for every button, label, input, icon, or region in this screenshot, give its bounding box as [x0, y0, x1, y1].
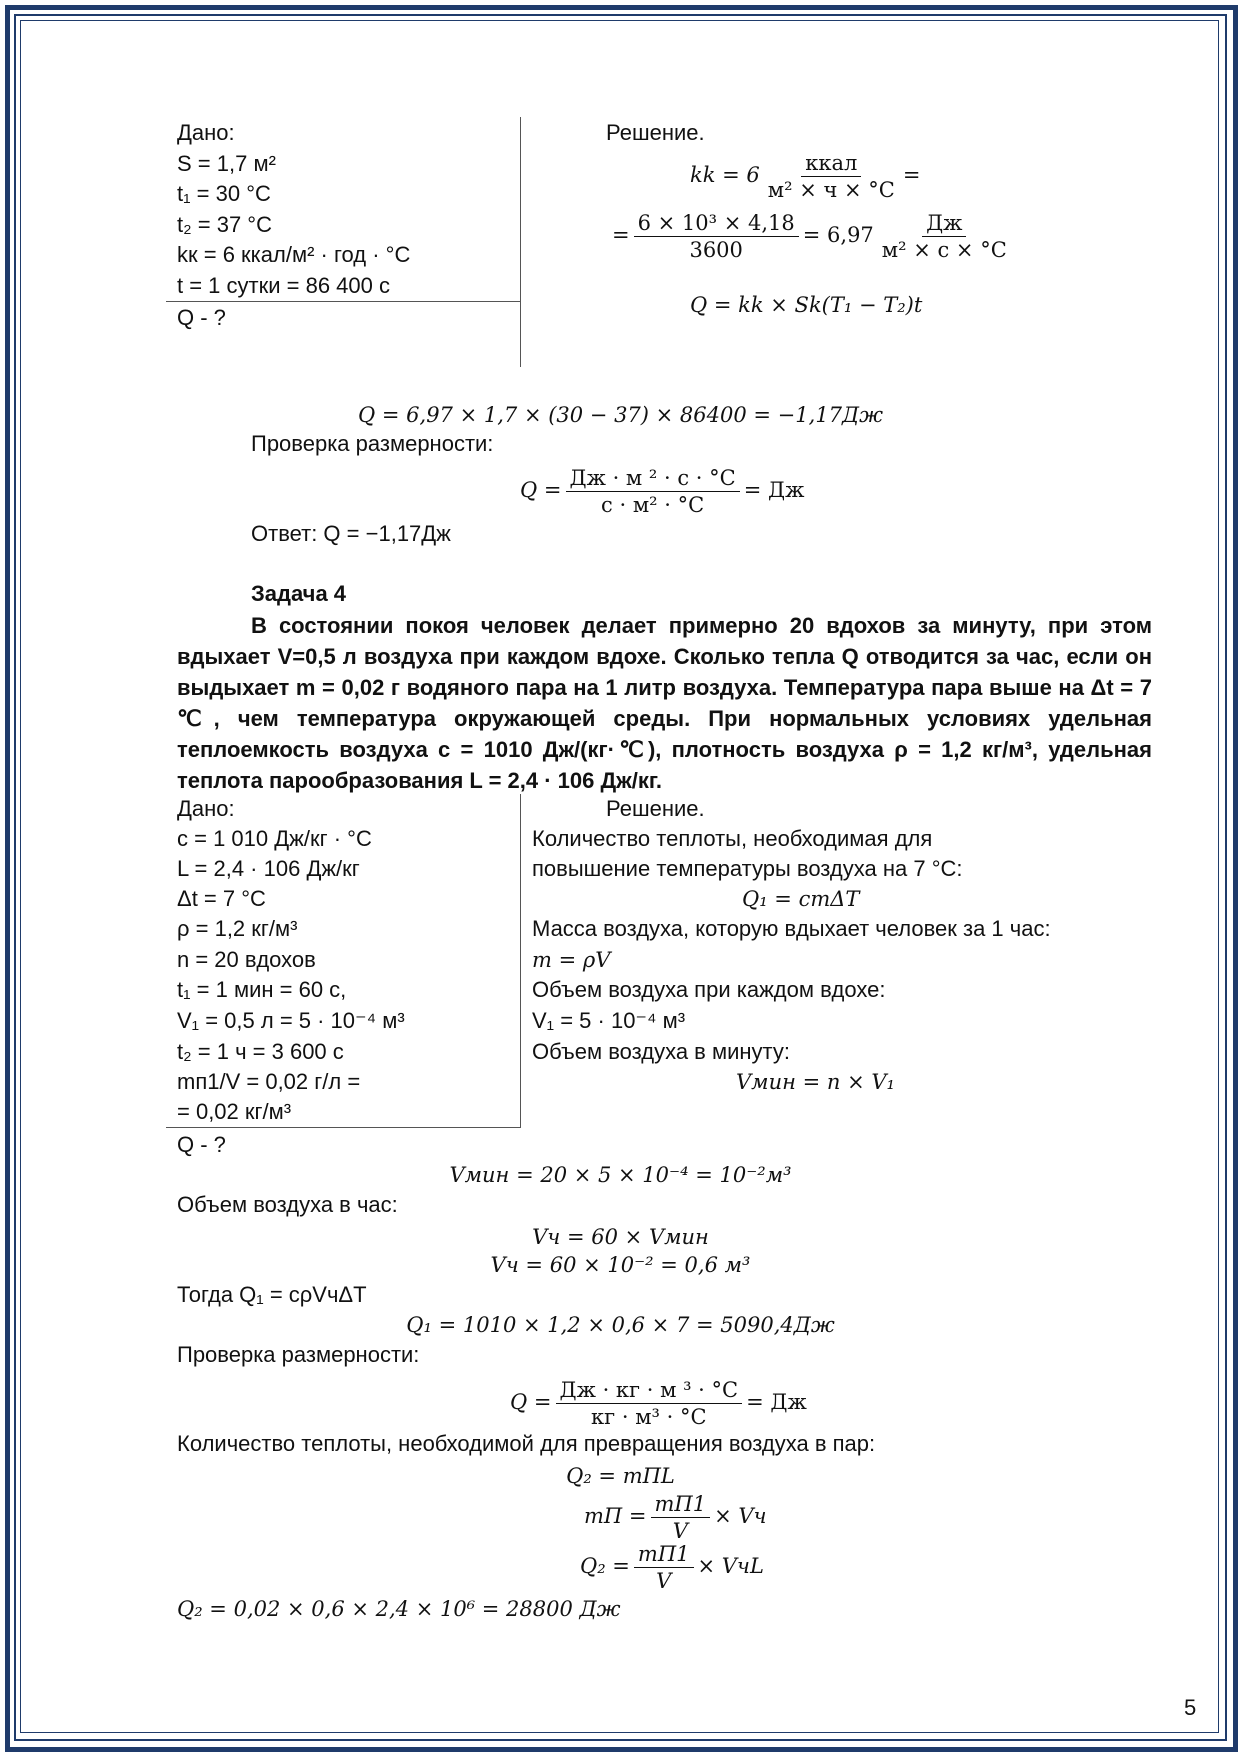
- kk-formula-line1: kk = 6 $\frac{\text{ккал}}{\text{м² × ч × °С}}$ =: [690, 151, 921, 202]
- solution-line: Объем воздуха в минуту:: [532, 1039, 790, 1064]
- kk-formula-line2: = $\frac{\text{6 × 10³ × 4,18}}{3600}$ = 6,97 $\frac{Дж}{\text{м² × с × °С}}$: [612, 211, 1007, 262]
- given-item: t₁ = 1 мин = 60 с,: [177, 977, 347, 1002]
- given-item: V₁ = 0,5 л = 5 · 10⁻⁴ м³: [177, 1008, 405, 1033]
- vmin-calc: Vмин = 20 × 5 × 10⁻⁴ = 10⁻²м³: [449, 1163, 792, 1187]
- solution-line: V₁ = 5 · 10⁻⁴ м³: [532, 1008, 686, 1033]
- given-item: Δt = 7 °С: [177, 886, 266, 911]
- given-item: t = 1 сутки = 86 400 с: [177, 273, 390, 298]
- solution-title-1: Решение.: [606, 120, 705, 145]
- vh-calc: Vч = 60 × 10⁻² = 0,6 м³: [490, 1253, 751, 1277]
- given-divider: [520, 794, 521, 1128]
- given-item: c = 1 010 Дж/кг · °С: [177, 826, 372, 851]
- dimension-check-2: Q = $\frac{\text{Дж · кг · м ³ · °С}}{\text{кг · м³ · °С}}$ = Дж: [510, 1378, 807, 1429]
- dimension-check-1: Q = $\frac{\text{Дж · м ² · с · °С}}{\text{с · м² · °С}}$ = Дж: [520, 466, 805, 517]
- given-title-2: Дано:: [177, 796, 235, 821]
- check-title-2: Проверка размерности:: [177, 1342, 420, 1367]
- find-label: Q - ?: [177, 305, 226, 330]
- q-calculation: Q = 6,97 × 1,7 × (30 − 37) × 86400 = −1,17Дж: [358, 403, 883, 427]
- solution-line: Количество теплоты, необходимая для: [532, 826, 933, 851]
- find-label: Q - ?: [177, 1132, 226, 1157]
- solution-line: повышение температуры воздуха на 7 °С:: [532, 856, 963, 881]
- given-title-1: Дано:: [177, 120, 235, 145]
- given-item: L = 2,4 · 106 Дж/кг: [177, 856, 360, 881]
- given-item: kк = 6 ккал/м² · год · °С: [177, 242, 411, 267]
- vh-formula: Vч = 60 × Vмин: [532, 1225, 709, 1249]
- answer: Ответ: Q = −1,17Дж: [251, 521, 451, 546]
- q2-formula: Q₂ = mПL: [566, 1464, 675, 1488]
- then-formula: Тогда Q₁ = cρVчΔT: [177, 1282, 367, 1307]
- mp-formula: mП = $\frac{mП1}{V}$ × Vч: [584, 1492, 767, 1543]
- given-separator: [166, 301, 521, 302]
- solution-line: Масса воздуха, которую вдыхает человек за 1 час:: [532, 916, 1051, 941]
- q2-fraction-formula: Q₂ = $\frac{mП1}{V}$ × VчL: [580, 1542, 764, 1593]
- q1-calc: Q₁ = 1010 × 1,2 × 0,6 × 7 = 5090,4Дж: [406, 1313, 835, 1337]
- solution-formula: m = ρV: [532, 948, 611, 972]
- check-title-1: Проверка размерности:: [251, 431, 494, 456]
- task-title: Задача 4: [251, 581, 347, 606]
- given-item: mп1/V = 0,02 г/л =: [177, 1069, 361, 1094]
- solution-formula: Vмин = n × V₁: [736, 1070, 895, 1094]
- given-item: = 0,02 кг/м³: [177, 1099, 292, 1124]
- given-divider: [520, 117, 521, 367]
- given-item: t₂ = 1 ч = 3 600 с: [177, 1039, 344, 1064]
- task-statement: В состоянии покоя человек делает примерно 20 вдохов за минуту, при этом вдыхает V=0,5 л воздуха при каждом вдохе. Сколько тепла Q отводится за час, если он выдыхает m = 0,02 г водяного пара на 1 литр воздуха. Температура пара выше на Δt = 7 ℃, чем температура окружающей среды. При нормальных условиях удельная теплоемкость воздуха c = 1010 Дж/(кг·℃), плотность воздуха ρ = 1,2 кг/м³, удельная теплота парообразования L = 2,4 · 106 Дж/кг.: [177, 613, 1152, 793]
- hour-title: Объем воздуха в час:: [177, 1192, 398, 1217]
- q-formula: Q = kk × Sk(T₁ − T₂)t: [690, 293, 923, 317]
- solution-title-2: Решение.: [606, 796, 705, 821]
- given-item: ρ = 1,2 кг/м³: [177, 916, 298, 941]
- vapor-title: Количество теплоты, необходимой для превращения воздуха в пар:: [177, 1431, 876, 1456]
- solution-formula: Q₁ = cmΔT: [742, 887, 860, 911]
- given-item: t₂ = 37 °С: [177, 212, 272, 237]
- given-item: S = 1,7 м²: [177, 151, 276, 176]
- solution-line: Объем воздуха при каждом вдохе:: [532, 977, 886, 1002]
- given-item: n = 20 вдохов: [177, 947, 316, 972]
- given-separator: [166, 1127, 521, 1128]
- page-number: 5: [1184, 1695, 1197, 1720]
- q2-result: Q₂ = 0,02 × 0,6 × 2,4 × 10⁶ = 28800 Дж: [177, 1597, 621, 1621]
- given-item: t₁ = 30 °С: [177, 181, 271, 206]
